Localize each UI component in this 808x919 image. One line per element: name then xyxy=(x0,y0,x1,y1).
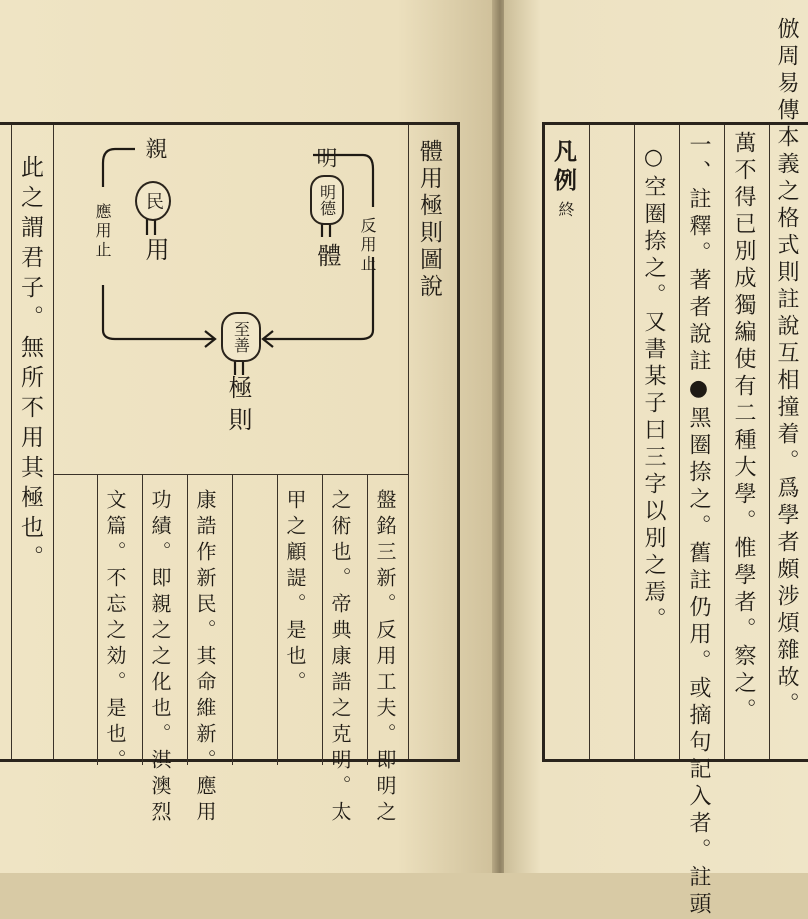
end-mark: 終 xyxy=(556,201,575,220)
diagram-ming: 明 xyxy=(314,147,338,171)
edge-rule xyxy=(11,125,12,759)
note-rule xyxy=(322,475,323,765)
left-frame xyxy=(0,122,460,827)
diagram-yong: 用 xyxy=(141,237,169,264)
column-rule xyxy=(589,125,590,759)
column-rule xyxy=(634,125,635,759)
diagram-jize: 極則 xyxy=(224,375,252,439)
note-col: 文篇。不忘之効。是也。 xyxy=(103,489,127,775)
title-rule xyxy=(408,125,409,759)
diagram-min-seal xyxy=(135,181,171,221)
diagram-yingyong: 應用止 xyxy=(93,203,112,260)
column-rule xyxy=(679,125,680,759)
diagram-ti: 體 xyxy=(313,243,341,270)
note-col: 康誥作新民。其命維新。應用 xyxy=(193,489,217,827)
note-rule xyxy=(367,475,368,765)
text-column: ○空圈捺之。又書某子曰三字以別之焉。 xyxy=(641,145,666,634)
note-col: 之術也。帝典康誥之克明。太 xyxy=(328,489,352,827)
diagram-mingde-seal xyxy=(310,175,344,225)
note-rule xyxy=(232,475,233,765)
note-col: 盤銘三新。反用工夫。即明之 xyxy=(373,489,397,827)
diagram-mingde: 明德 xyxy=(317,184,337,216)
column-rule xyxy=(724,125,725,759)
note-col: 甲之顧諟。是也。 xyxy=(283,489,307,697)
note-rule xyxy=(142,475,143,765)
diagram-fanyong: 反用止 xyxy=(358,217,377,274)
diagram-zhishan: 至善 xyxy=(231,321,251,353)
text-column: 萬不得已別成獨編使有二種大學。惟學者。察之。 xyxy=(731,131,756,725)
note-columns xyxy=(53,475,408,827)
note-rule xyxy=(187,475,188,765)
section-title: 凡例 xyxy=(550,139,577,197)
diagram-min: 民 xyxy=(143,192,164,210)
right-frame xyxy=(542,17,808,919)
note-rule xyxy=(277,475,278,765)
edge-column: 此之謂君子。無所不用其極也。 xyxy=(17,155,43,575)
column-rule xyxy=(769,125,770,759)
right-page xyxy=(504,0,808,919)
diagram-title: 體用極則圖說 xyxy=(416,139,442,301)
note-rule xyxy=(97,475,98,765)
diagram-qin: 親 xyxy=(142,137,167,162)
diagram-zhishan-seal xyxy=(221,312,261,362)
note-col: 功績。即親之之化也。淇澳烈 xyxy=(148,489,172,827)
text-column: 一、註釋。著者說註●黑圈捺之。舊註仍用。或摘句記入者。註頭 xyxy=(686,133,711,919)
text-column: 倣周易傳本義之格式則註說互相撞着。爲學者頗涉煩雜故。 xyxy=(774,17,799,719)
